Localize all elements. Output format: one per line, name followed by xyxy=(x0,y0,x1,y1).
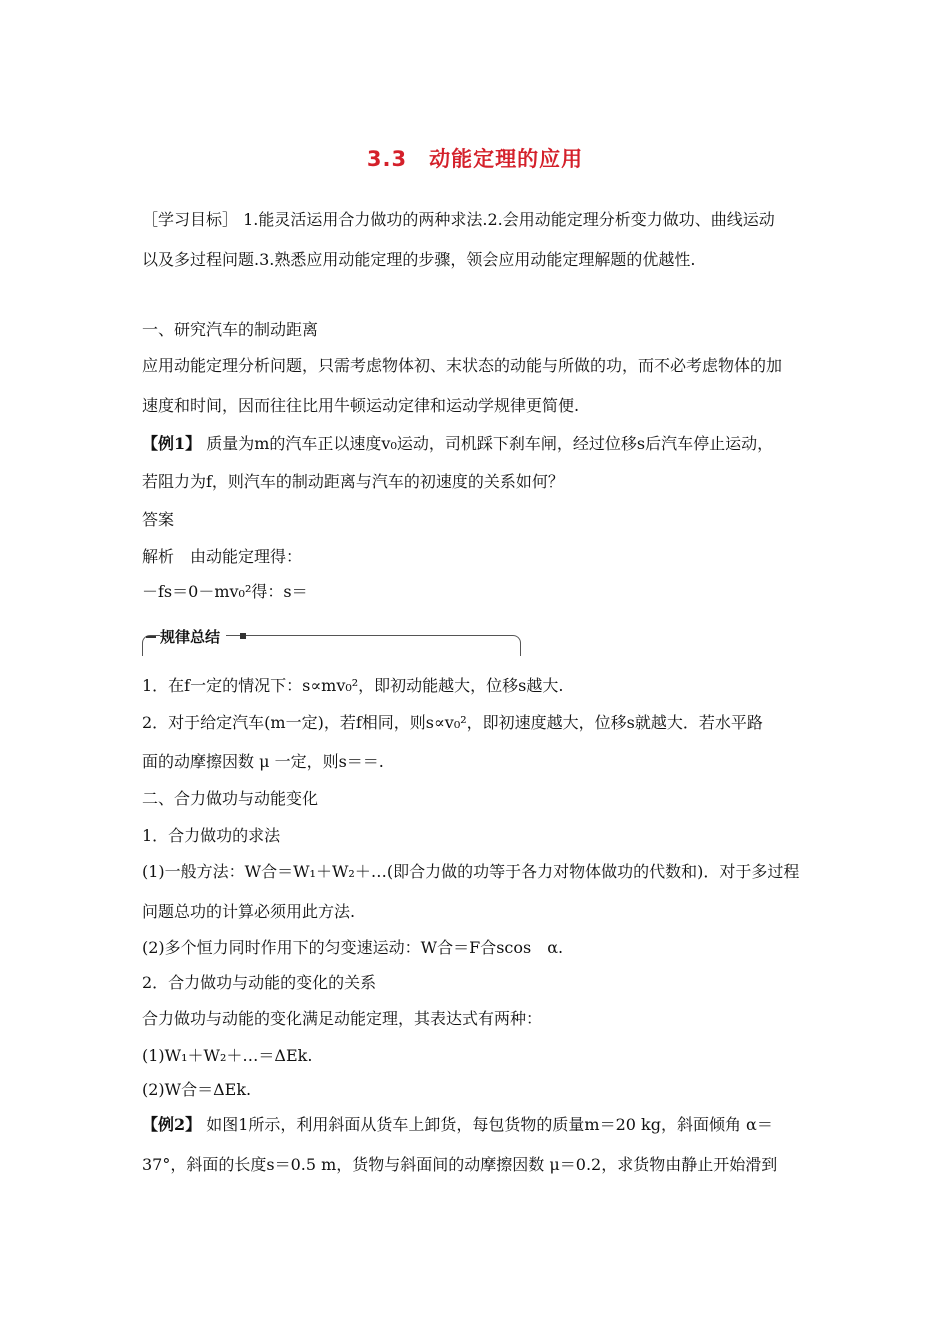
example1-line-2: 若阻力为f，则汽车的制动距离与汽车的初速度的关系如何？ xyxy=(142,472,564,491)
example1-line-1 xyxy=(142,432,814,456)
summary-item-2a: 2．对于给定汽车(m一定)，若f相同，则s∝v₀²，即初速度越大，位移s就越大．若水平路 xyxy=(142,713,763,732)
example1-analysis: 解析 由动能定理得： xyxy=(142,547,303,566)
section2-method-1b: 问题总功的计算必须用此方法. xyxy=(142,902,356,921)
example1-formula: －fs＝0－mv₀²得：s＝ xyxy=(142,582,308,601)
section2-paragraph: 合力做功与动能的变化满足动能定理，其表达式有两种： xyxy=(142,1009,543,1028)
section1-paragraph-1: 应用动能定理分析问题，只需考虑物体初、末状态的动能与所做的功，而不必考虑物体的加 xyxy=(142,356,783,375)
section1-heading: 一、研究汽车的制动距离 xyxy=(142,320,319,339)
section2-sub-1: 1．合力做功的求法 xyxy=(142,826,281,845)
example1-tag: 【例1】 xyxy=(142,434,202,453)
summary-box-dot xyxy=(240,633,246,639)
example1-text-1: 质量为m的汽车正以速度v₀运动，司机踩下刹车闸，经过位移s后汽车停止运动， xyxy=(201,434,774,453)
summary-box-dash xyxy=(146,636,156,638)
objectives-line-1: ［学习目标］ 1.能灵活运用合力做功的两种求法.2.会用动能定理分析变力做功、曲线运动 xyxy=(142,210,775,229)
example2-text-1: 如图1所示，利用斜面从货车上卸货，每包货物的质量m＝20 kg，斜面倾角 α＝ xyxy=(201,1115,773,1134)
summary-item-2b: 面的动摩擦因数 μ 一定，则s＝＝. xyxy=(142,752,384,771)
section1-paragraph-2: 速度和时间，因而往往比用牛顿运动定律和运动学规律更简便. xyxy=(142,396,580,415)
summary-item-1: 1．在f一定的情况下：s∝mv₀²，即初动能越大，位移s越大. xyxy=(142,676,564,695)
section2-sub-2: 2．合力做功与动能的变化的关系 xyxy=(142,973,377,992)
section2-formula-1: (1)W₁＋W₂＋…＝ΔEk. xyxy=(142,1046,313,1065)
example2-line-1 xyxy=(142,1113,814,1137)
page-title: 3.3 动能定理的应用 xyxy=(366,147,584,171)
section2-formula-2: (2)W合＝ΔEk. xyxy=(142,1080,252,1099)
section2-method-2: (2)多个恒力同时作用下的匀变速运动：W合＝F合scos α. xyxy=(142,938,564,957)
example1-answer: 答案 xyxy=(142,510,175,529)
example2-tag: 【例2】 xyxy=(142,1115,202,1134)
section2-heading: 二、合力做功与动能变化 xyxy=(142,789,319,808)
objectives-line-2: 以及多过程问题.3.熟悉应用动能定理的步骤，领会应用动能定理解题的优越性. xyxy=(142,250,696,269)
example2-line-2: 37°，斜面的长度s＝0.5 m，货物与斜面间的动摩擦因数 μ＝0.2，求货物由静止开始滑到 xyxy=(142,1155,778,1174)
summary-label: 规律总结 xyxy=(160,626,226,648)
section2-method-1a: (1)一般方法：W合＝W₁＋W₂＋…(即合力做的功等于各力对物体做功的代数和)．对于多过程 xyxy=(142,862,800,881)
